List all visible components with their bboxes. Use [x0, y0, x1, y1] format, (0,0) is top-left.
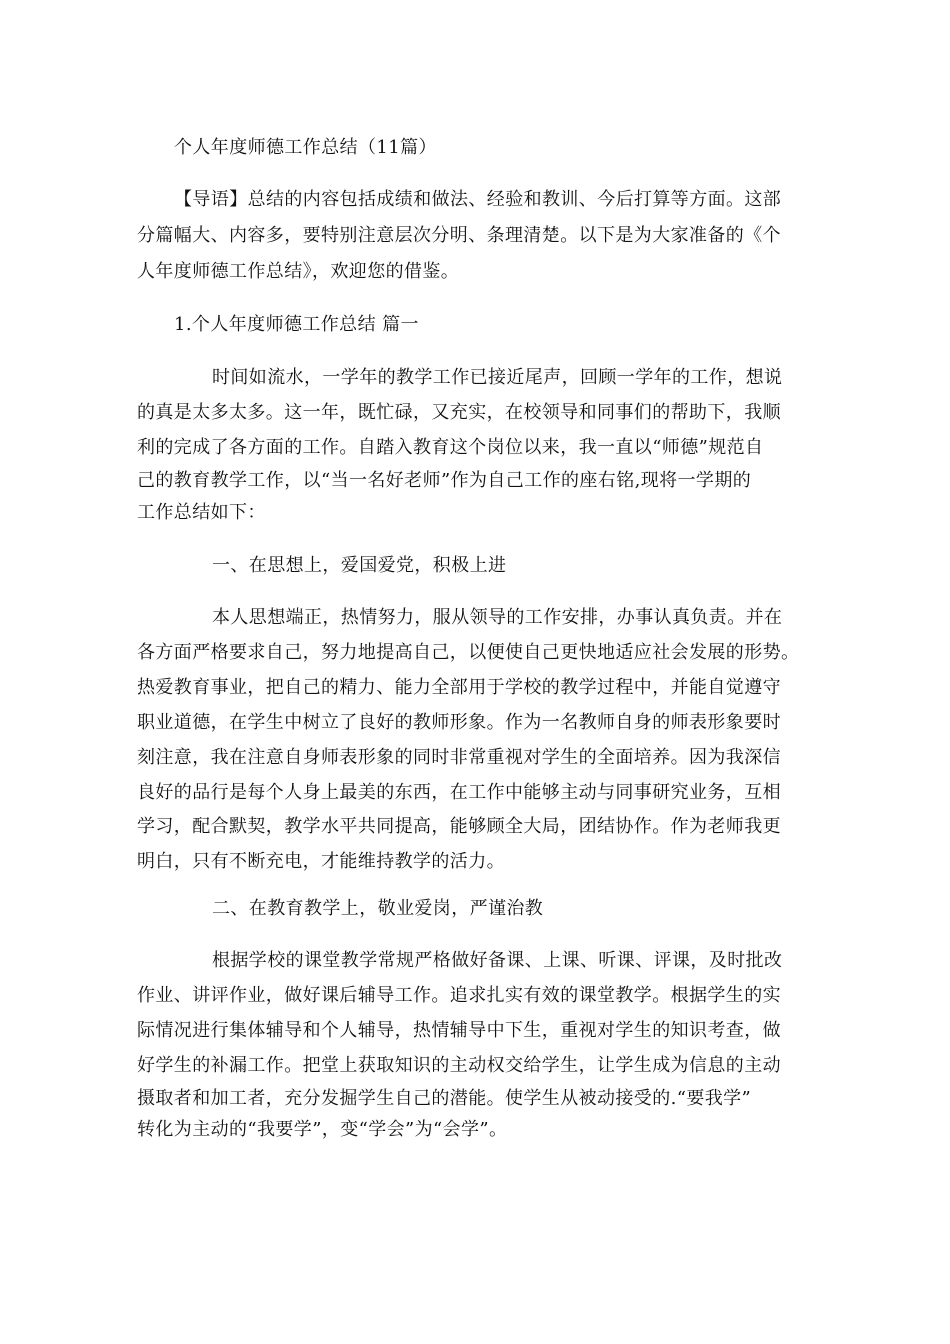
para2-line-6: 良好的品行是每个人身上最美的东西，在工作中能够主动与同事研究业务，互相: [137, 782, 781, 803]
para2-line-2: 各方面严格要求自己，努力地提高自己，以便使自己更快地适应社会发展的形势。: [137, 642, 800, 663]
para2-line-7: 学习，配合默契，教学水平共同提高，能够顾全大局，团结协作。作为老师我更: [137, 816, 781, 837]
para1-line-4: 己的教育教学工作，以“当一名好老师”作为自己工作的座右铭,现将一学期的: [137, 470, 752, 491]
para3-line-1: 根据学校的课堂教学常规严格做好备课、上课、听课、评课，及时批改: [212, 950, 783, 971]
para1-line-1: 时间如流水，一学年的教学工作已接近尾声，回顾一学年的工作，想说: [212, 367, 783, 388]
para3-line-2: 作业、讲评作业，做好课后辅导工作。追求扎实有效的课堂教学。根据学生的实: [137, 985, 781, 1006]
intro-line-1: 【导语】总结的内容包括成绩和做法、经验和教训、今后打算等方面。这部: [174, 189, 782, 210]
intro-line-3: 人年度师德工作总结》，欢迎您的借鉴。: [137, 261, 460, 282]
para1-line-5: 工作总结如下：: [137, 502, 266, 523]
para2-line-1: 本人思想端正，热情努力，服从领导的工作安排，办事认真负责。并在: [212, 607, 783, 628]
para2-line-3: 热爱教育事业，把自己的精力、能力全部用于学校的教学过程中，并能自觉遵守: [137, 677, 781, 698]
para1-line-2: 的真是太多太多。这一年，既忙碌，又充实，在校领导和同事们的帮助下，我顺: [137, 402, 781, 423]
para2-line-8: 明白，只有不断充电，才能维持教学的活力。: [137, 851, 505, 872]
subheading-2: 二、在教育教学上，敬业爱岗，严谨治教: [212, 898, 544, 919]
para2-line-5: 刻注意，我在注意自身师表形象的同时非常重视对学生的全面培养。因为我深信: [137, 747, 781, 768]
para3-line-6: 转化为主动的“我要学”，变“学会”为“会学”。: [137, 1119, 508, 1140]
section-heading: 1.个人年度师德工作总结 篇一: [174, 314, 419, 335]
para3-line-5: 摄取者和加工者，充分发掘学生自己的潜能。使学生从被动接受的.“要我学”: [137, 1088, 752, 1109]
para3-line-3: 际情况进行集体辅导和个人辅导，热情辅导中下生，重视对学生的知识考查，做: [137, 1020, 781, 1041]
para1-line-3: 利的完成了各方面的工作。自踏入教育这个岗位以来，我一直以“师德”规范自: [137, 437, 764, 458]
document-title: 个人年度师德工作总结（11篇）: [174, 137, 437, 158]
para2-line-4: 职业道德，在学生中树立了良好的教师形象。作为一名教师自身的师表形象要时: [137, 712, 781, 733]
intro-line-2: 分篇幅大、内容多，要特别注意层次分明、条理清楚。以下是为大家准备的《个: [137, 225, 781, 246]
subheading-1: 一、在思想上，爱国爱党，积极上进: [212, 555, 507, 576]
para3-line-4: 好学生的补漏工作。把堂上获取知识的主动权交给学生，让学生成为信息的主动: [137, 1055, 781, 1076]
